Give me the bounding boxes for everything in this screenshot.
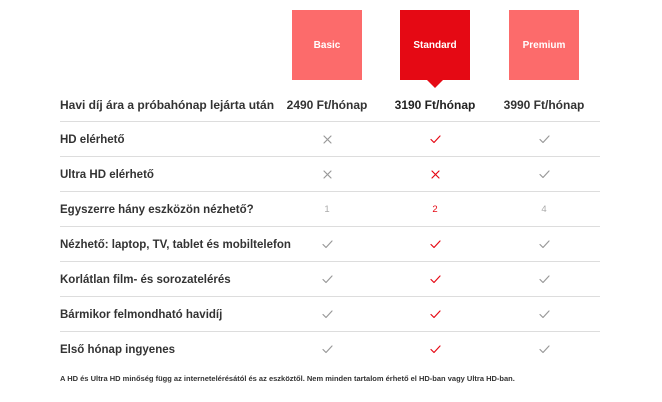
price-row <box>60 88 600 122</box>
feature-cell-basic <box>282 157 372 192</box>
check-icon <box>539 170 550 179</box>
plan-card-standard[interactable] <box>400 10 470 80</box>
check-icon <box>322 310 333 319</box>
feature-label: Korlátlan film- és sorozatelérés <box>60 273 231 286</box>
check-icon <box>539 135 550 144</box>
feature-cell-premium <box>499 122 589 157</box>
feature-row <box>60 297 600 332</box>
cross-icon <box>323 170 332 179</box>
check-icon <box>539 310 550 319</box>
feature-cell-premium <box>499 227 589 262</box>
feature-label: Első hónap ingyenes <box>60 343 176 356</box>
feature-value-standard: 2 <box>432 204 438 215</box>
feature-cell-basic <box>282 262 372 297</box>
feature-cell-standard <box>390 262 480 297</box>
feature-row <box>60 332 600 367</box>
price-basic: 2490 Ft/hónap <box>286 98 368 112</box>
feature-label: Bármikor felmondható havidíj <box>60 308 223 321</box>
feature-cell-standard <box>390 297 480 332</box>
feature-label: Egyszerre hány eszközön nézhető? <box>60 203 254 216</box>
check-icon <box>322 345 333 354</box>
feature-cell-premium <box>499 332 589 367</box>
check-icon <box>539 240 550 249</box>
feature-cell-basic <box>282 122 372 157</box>
feature-cell-standard <box>390 332 480 367</box>
price-premium: 3990 Ft/hónap <box>503 98 585 112</box>
check-icon <box>539 345 550 354</box>
check-icon <box>430 310 441 319</box>
plan-card-label: Standard <box>413 39 457 51</box>
plan-card-basic[interactable] <box>292 10 362 80</box>
price-row-label: Havi díj ára a próbahónap lejárta után <box>60 98 275 112</box>
cross-icon <box>431 170 440 179</box>
feature-cell-premium <box>499 157 589 192</box>
feature-cell-premium <box>499 262 589 297</box>
check-icon <box>430 345 441 354</box>
feature-value-premium: 4 <box>541 204 547 215</box>
feature-row <box>60 262 600 297</box>
check-icon <box>430 275 441 284</box>
cross-icon <box>323 135 332 144</box>
check-icon <box>322 240 333 249</box>
footnote: A HD és Ultra HD minőség függ az internetelérésától és az eszköztől. Nem minden tartalom érhető el HD-ban vagy Ultra HD-ban. <box>60 374 515 383</box>
feature-row <box>60 122 600 157</box>
feature-label: Ultra HD elérhető <box>60 168 154 181</box>
feature-cell-standard <box>390 157 480 192</box>
check-icon <box>322 275 333 284</box>
price-standard: 3190 Ft/hónap <box>394 98 476 112</box>
feature-row <box>60 157 600 192</box>
plan-card-label: Premium <box>522 39 566 51</box>
plan-card-label: Basic <box>313 39 341 51</box>
feature-cell-standard <box>390 227 480 262</box>
feature-row <box>60 227 600 262</box>
feature-cell-basic <box>282 227 372 262</box>
plan-card-premium[interactable] <box>509 10 579 80</box>
check-icon <box>430 135 441 144</box>
check-icon <box>539 275 550 284</box>
feature-label: Nézhető: laptop, TV, tablet és mobiltelefon <box>60 238 291 251</box>
feature-row <box>60 192 600 227</box>
feature-cell-standard <box>390 122 480 157</box>
feature-cell-basic <box>282 332 372 367</box>
feature-value-basic: 1 <box>324 204 330 215</box>
feature-label: HD elérhető <box>60 133 125 146</box>
check-icon <box>430 240 441 249</box>
feature-cell-premium <box>499 297 589 332</box>
feature-cell-basic <box>282 297 372 332</box>
